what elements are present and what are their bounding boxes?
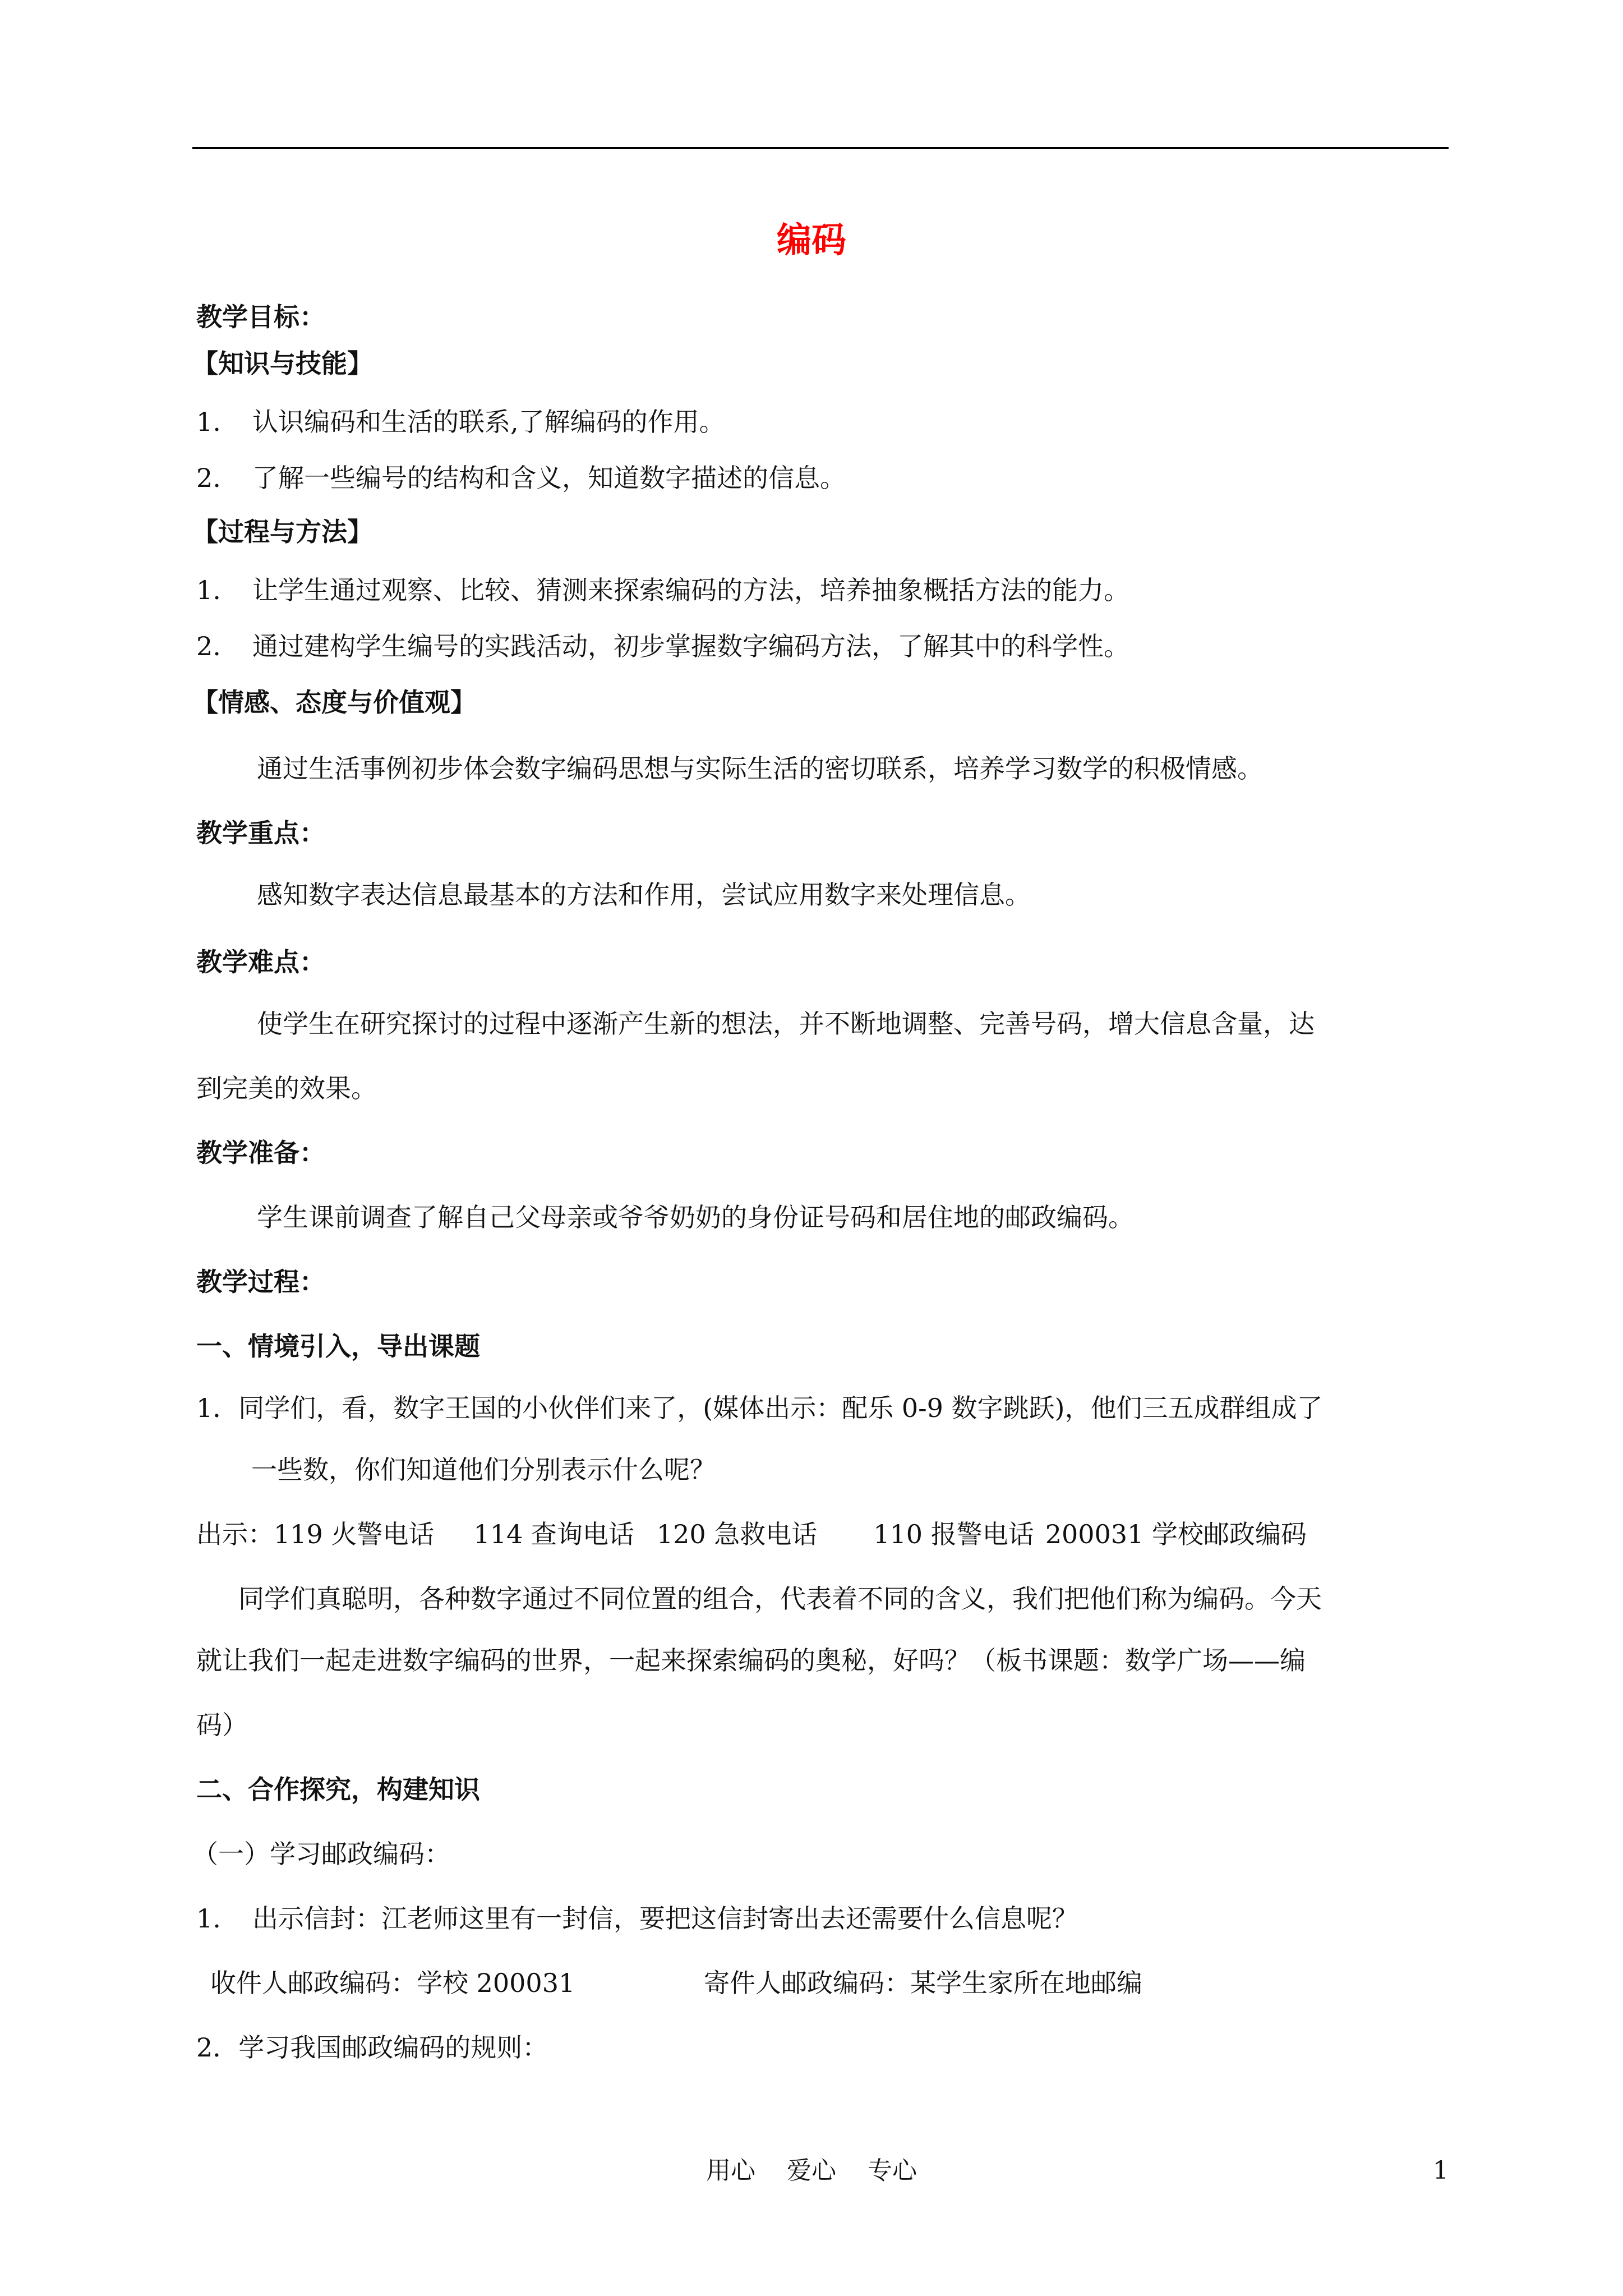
process-heading: 教学过程：	[196, 1267, 325, 1297]
goals-heading: 教学目标：	[196, 302, 325, 332]
paragraph-line1: 同学们真聪明，各种数字通过不同位置的组合，代表着不同的含义，我们把他们称为编码。今天	[238, 1584, 1322, 1614]
process-method-heading: 【过程与方法】	[192, 517, 373, 547]
list-text: 通过建构学生编号的实践活动，初步掌握数字编码方法，了解其中的科学性。	[252, 631, 1129, 661]
attitude-values-heading: 【情感、态度与价值观】	[192, 687, 476, 717]
difficulties-heading: 教学难点：	[196, 947, 325, 977]
header-rule	[192, 147, 1449, 149]
list-number: 2．	[196, 2032, 239, 2063]
paragraph-line2: 就让我们一起走进数字编码的世界，一起来探索编码的奥秘，好吗？（板书课题：数学广场——编	[196, 1645, 1306, 1676]
list-text: 让学生通过观察、比较、猜测来探索编码的方法，培养抽象概括方法的能力。	[252, 575, 1129, 605]
recipient-postcode: 收件人邮政编码：学校 200031	[210, 1968, 575, 1998]
part1-item-line1	[196, 1391, 1323, 1425]
part1-heading: 一、情境引入，导出课题	[196, 1331, 480, 1361]
part2-heading: 二、合作探究，构建知识	[196, 1774, 480, 1805]
list-number: 2.	[196, 463, 221, 493]
list-number: 1.	[196, 407, 221, 437]
list-item	[196, 405, 725, 439]
page-number: 1	[1433, 2156, 1449, 2185]
show-item: 110 报警电话	[873, 1519, 1034, 1549]
difficulties-text-line2: 到完美的效果。	[196, 1073, 377, 1103]
page-title: 编码	[776, 219, 846, 260]
list-number: 1.	[196, 1903, 221, 1934]
list-text: 认识编码和生活的联系,了解编码的作用。	[252, 407, 725, 437]
list-item	[196, 461, 846, 495]
show-item: 119 火警电话	[274, 1519, 435, 1549]
part1-item-line2: 一些数，你们知道他们分别表示什么呢？	[251, 1455, 716, 1485]
footer-word: 用心	[706, 2156, 755, 2185]
list-text: 了解一些编号的结构和含义，知道数字描述的信息。	[252, 463, 846, 493]
show-item: 200031 学校邮政编码	[1045, 1519, 1307, 1549]
preparation-text: 学生课前调查了解自己父母亲或爷爷奶奶的身份证号码和居住地的邮政编码。	[257, 1202, 1134, 1232]
footer-word: 爱心	[787, 2156, 836, 2185]
step1	[196, 1902, 1078, 1935]
preparation-heading: 教学准备：	[196, 1138, 325, 1168]
list-number: 1.	[196, 575, 221, 605]
show-item: 120 急救电话	[656, 1519, 818, 1549]
footer-word: 专心	[868, 2156, 917, 2185]
sender-postcode: 寄件人邮政编码：某学生家所在地邮编	[704, 1968, 1142, 1998]
show-item: 114 查询电话	[473, 1519, 634, 1549]
key-points-text: 感知数字表达信息最基本的方法和作用，尝试应用数字来处理信息。	[257, 880, 1031, 910]
knowledge-skills-heading: 【知识与技能】	[192, 348, 373, 379]
paragraph-line3: 码）	[196, 1710, 248, 1740]
key-points-heading: 教学重点：	[196, 818, 325, 848]
list-text: 学习我国邮政编码的规则：	[238, 2032, 548, 2063]
subsection1-heading: （一）学习邮政编码：	[192, 1839, 450, 1869]
attitude-values-text: 通过生活事例初步体会数字编码思想与实际生活的密切联系，培养学习数学的积极情感。	[257, 753, 1263, 784]
footer	[0, 2154, 1623, 2188]
show-label: 出示：	[196, 1519, 274, 1549]
list-item	[196, 629, 1129, 663]
list-item	[196, 573, 1129, 607]
list-text: 出示信封：江老师这里有一封信，要把这信封寄出去还需要什么信息呢？	[252, 1903, 1078, 1934]
list-text: 同学们，看，数字王国的小伙伴们来了，(媒体出示：配乐 0-9 数字跳跃)，他们三五成群组成了	[238, 1393, 1323, 1423]
list-number: 2.	[196, 631, 221, 661]
list-number: 1．	[196, 1393, 239, 1423]
difficulties-text-line1: 使学生在研究探讨的过程中逐渐产生新的想法，并不断地调整、完善号码，增大信息含量，达	[257, 1009, 1315, 1039]
show-line	[196, 1517, 1307, 1551]
step2	[196, 2031, 548, 2064]
